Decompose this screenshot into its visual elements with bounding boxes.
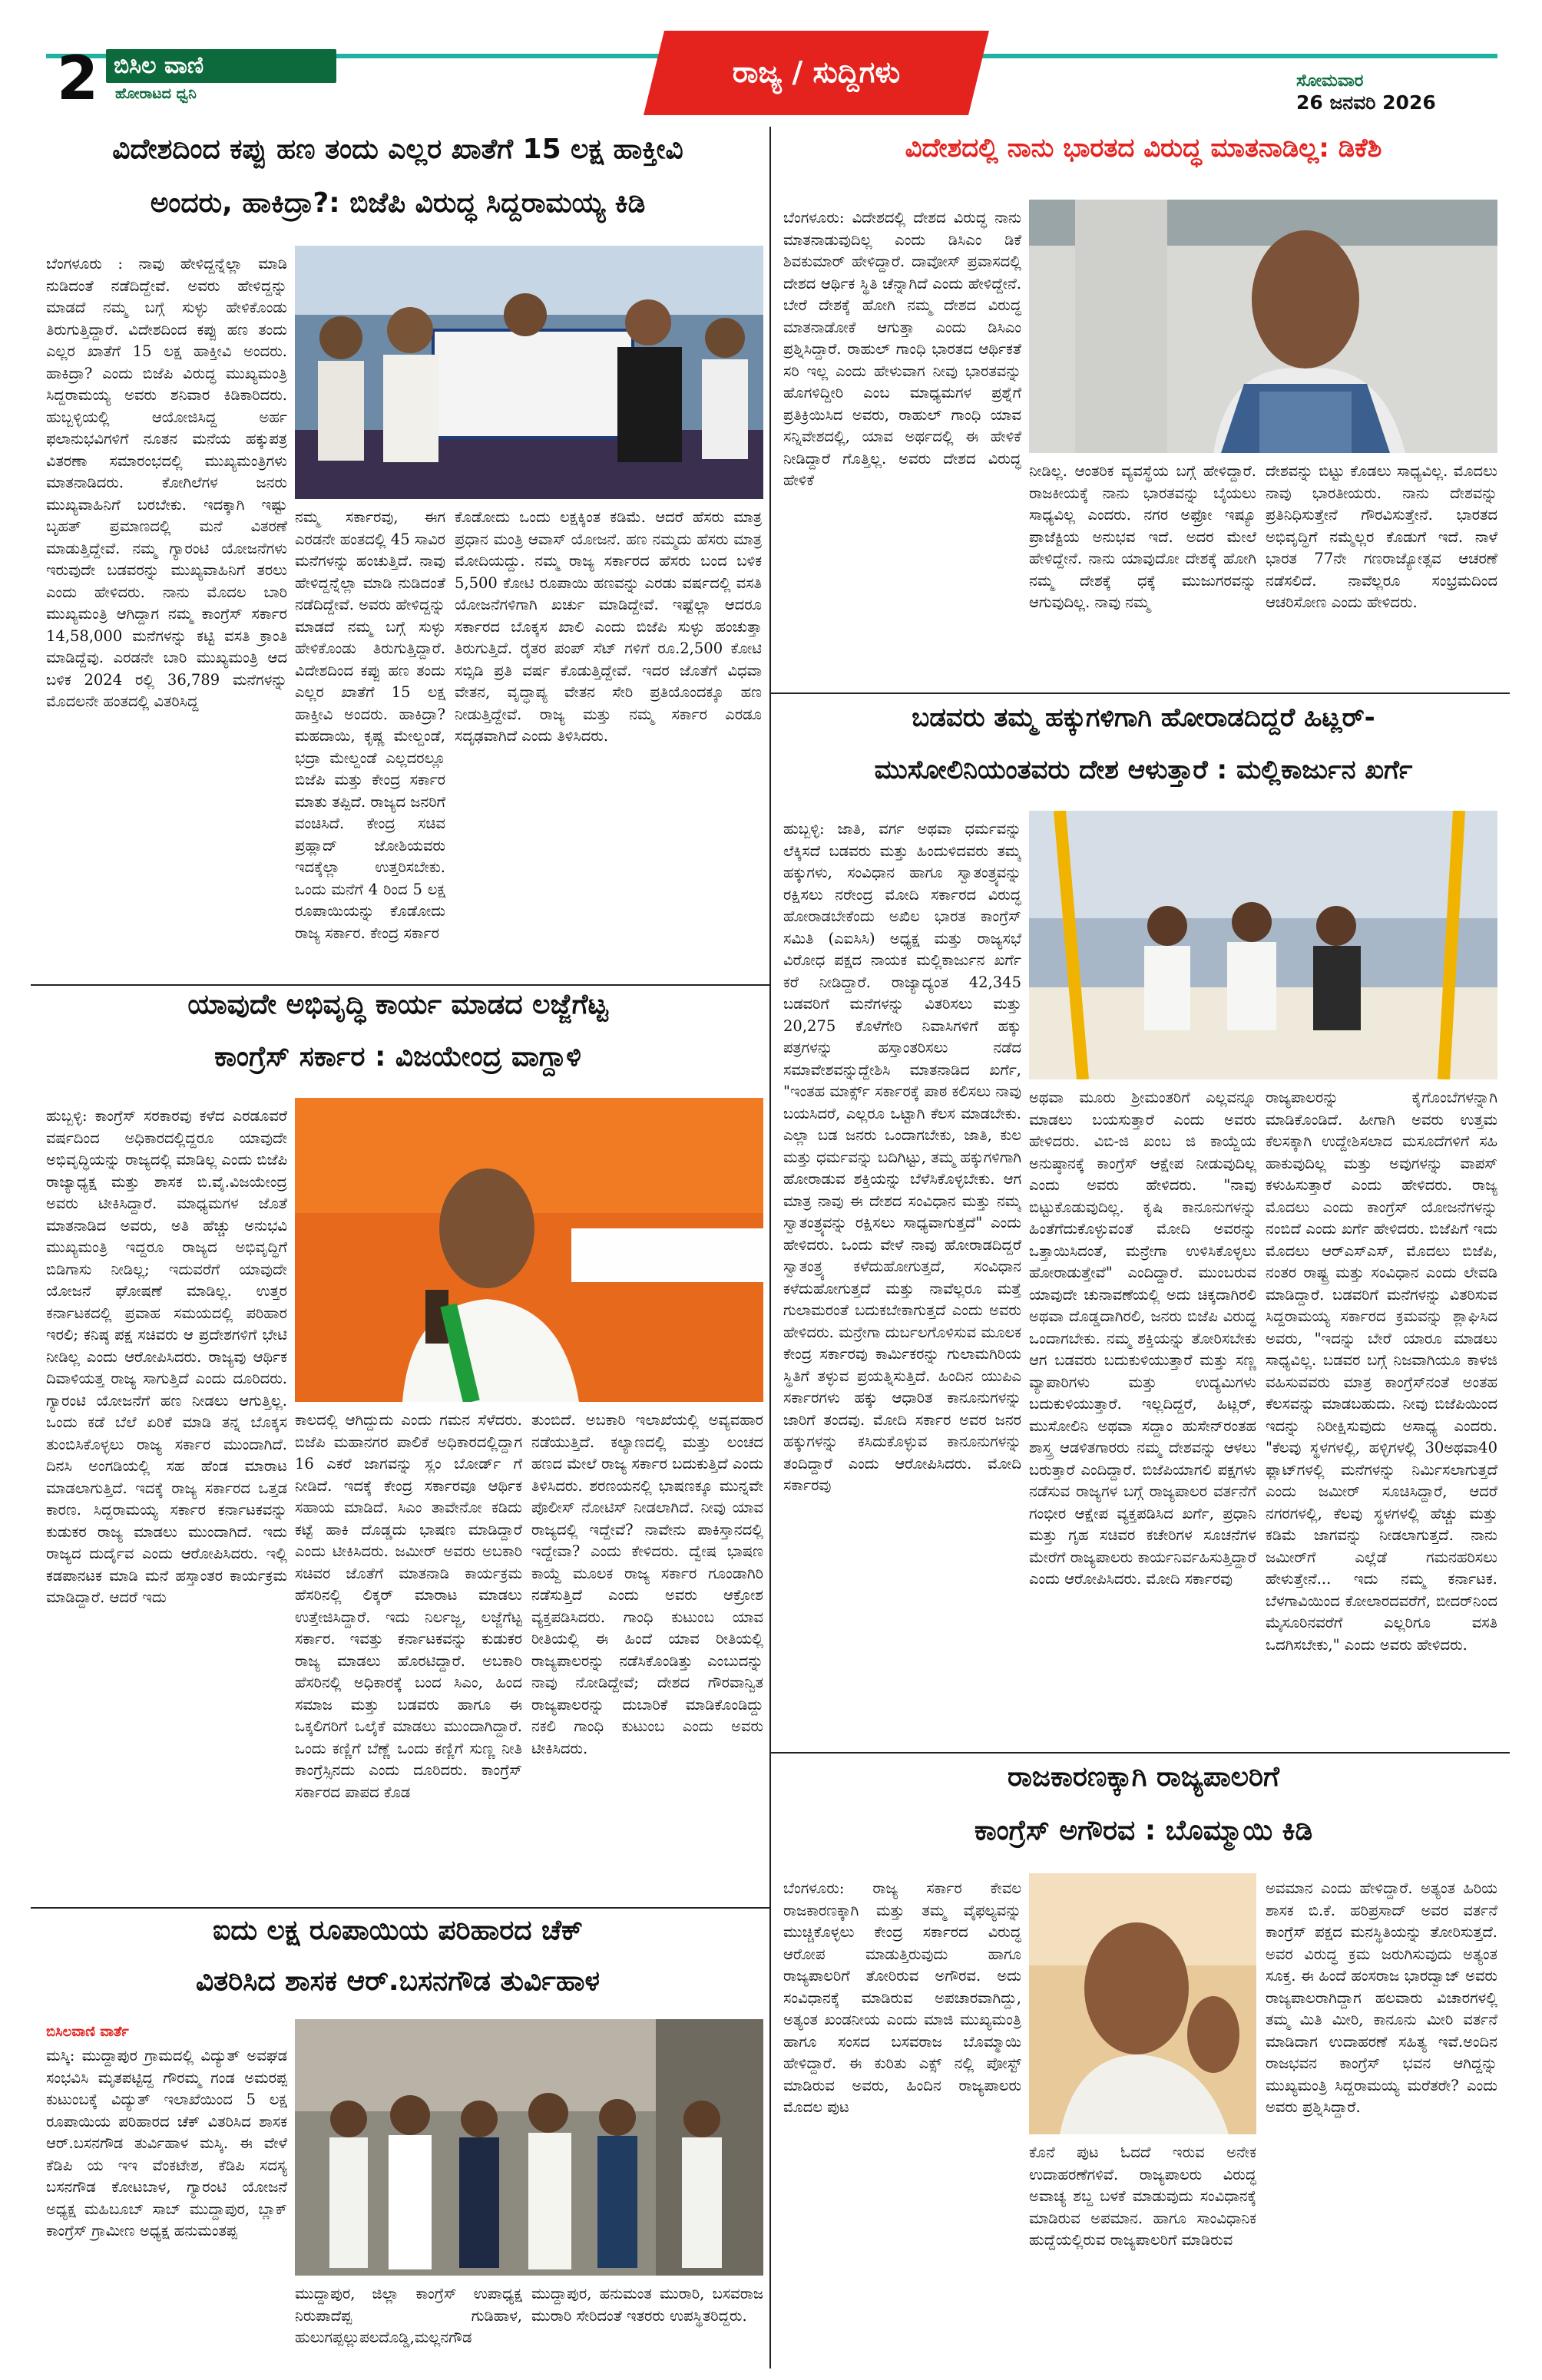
article-turvihal-col1: ಮಸ್ಕಿ: ಮುದ್ದಾಪುರ ಗ್ರಾಮದಲ್ಲಿ ವಿದ್ಯುತ್ ಅವಘಡ ಸಂಭವಿಸಿ ಮೃತಪಟ್ಟಿದ್ದ ಗೌರಮ್ಮ ಗಂಡ ಅಮರಪ್ಪ ಕುಟುಂಬಕ್ಕೆ ವಿದ್ಯುತ್ ಇಲಾಖೆಯಿಂದ 5 ಲಕ್ಷ ರೂಪಾಯಿಯ ಪರಿಹಾರದ ಚೆಕ್ ವಿತರಿಸಿದ ಶಾಸಕ ಆರ್.ಬಸನಗೌಡ ತುರ್ವಿಹಾಳ ಮಸ್ಕಿ. ಈ ವೇಳೆ ಕೆಡಿಪಿ ಯ ಇಇ ವೆಂಕಟೇಶ, ಕೆಡಿಪಿ ಸದಸ್ಯ ಬಸನಗೌಡ ಕೋಟಬಾಳ, ಗ್ಯಾರಂಟಿ ಯೋಜನೆ ಅಧ್ಯಕ್ಷ ಮಹಿಬೂಬ್ ಸಾಬ್ ಮುದ್ದಾಪುರ, ಬ್ಲಾಕ್ ಕಾಂಗ್ರೆಸ್ ಗ್ರಾಮೀಣ ಅಧ್ಯಕ್ಷ ಹನುಮಂತಪ್ಪ (46, 2047, 287, 2240)
article-bommai-col2: ಕೊನೆ ಪುಟ ಓದದೆ ಇರುವ ಅನೇಕ ಉದಾಹರಣೆಗಳಿವೆ. ರಾಜ್ಯಪಾಲರು ವಿರುದ್ಧ ಅವಾಚ್ಯ ಶಬ್ದ ಬಳಕೆ ಮಾಡುವುದು ಸಂವಿಧಾನಕ್ಕೆ ಮಾಡಿರುವ ಅಪಮಾನ. ಹಾಗೂ ಸಾಂವಿಧಾನಿಕ ಹುದ್ದೆಯಲ್ಲಿರುವ ರಾಜ್ಯಪಾಲರಿಗೆ ಮಾಡಿರುವ (1029, 2144, 1256, 2249)
article-bommai-col3: ಅವಮಾನ ಎಂದು ಹೇಳಿದ್ದಾರೆ. ಅತ್ಯಂತ ಹಿರಿಯ ಶಾಸಕ ಬಿ.ಕೆ. ಹರಿಪ್ರಸಾದ್ ಅವರ ವರ್ತನೆ ಕಾಂಗ್ರೆಸ್ ಪಕ್ಷದ ಮನಸ್ಥಿತಿಯನ್ನು ತೋರಿಸುತ್ತದೆ. ಅವರ ವಿರುದ್ಧ ಕ್ರಮ ಜರುಗಿಸುವುದು ಅತ್ಯಂತ ಸೂಕ್ತ. ಈ ಹಿಂದೆ ಹಂಸರಾಜ ಭಾರದ್ವಾಜ್ ಅವರು ರಾಜ್ಯಪಾಲರಾಗಿದ್ದಾಗ ಹಲವಾರು ವಿಚಾರಗಳಲ್ಲಿ ತಮ್ಮ ಮಿತಿ ಮೀರಿ, ಕಾನೂನು ಮೀರಿ ವರ್ತನೆ ಮಾಡಿದಾಗ ಉದಾಹರಣೆ ಸಹಿತ್ಯ ಇವೆ.ಅಂದಿನ ರಾಜಭವನ ಕಾಂಗ್ರೆಸ್ ಭವನ ಆಗಿದ್ದನ್ನು ಮುಖ್ಯಮಂತ್ರಿ ಸಿದ್ದರಾಮಯ್ಯ ಮರೆತರೇ? ಎಂದು ಅವರು ಪ್ರಶ್ನಿಸಿದ್ದಾರೆ. (1266, 1879, 1497, 2116)
issue-day: ಸೋಮವಾರ (1296, 71, 1364, 91)
article-kharge-col3: ರಾಜ್ಯಪಾಲರನ್ನು ಕೈಗೊಂಬೆಗಳನ್ನಾಗಿ ಮಾಡಿಕೊಂಡಿದೆ. ಹೀಗಾಗಿ ಅವರು ಉತ್ತಮ ಕೆಲಸಕ್ಕಾಗಿ ಉದ್ದೇಶಿಸಲಾದ ಮಸೂದೆಗಳಿಗೆ ಸಹಿ ಹಾಕುವುದಿಲ್ಲ ಮತ್ತು ಅವುಗಳನ್ನು ವಾಪಸ್ ಕಳುಹಿಸುತ್ತಾರೆ ಎಂದು ಹೇಳಿದರು. ರಾಜ್ಯ ಮೊದಲು ಎಂದು ಕಾಂಗ್ರೆಸ್ ಯೋಜನೆಗಳನ್ನು ನಂಬಿದೆ ಎಂದು ಖರ್ಗೆ ಹೇಳಿದರು. ಬಿಜೆಪಿಗೆ ಇದು ಮೊದಲು ಆರ್‌ಎಸ್‌ಎಸ್, ಮೊದಲು ಬಿಜೆಪಿ, ನಂತರ ರಾಷ್ಟ್ರ ಮತ್ತು ಸಂವಿಧಾನ ಎಂದು ಲೇವಡಿ ಮಾಡಿದ್ದಾರೆ. ಬಡವರಿಗೆ ಮನೆಗಳನ್ನು ವಿತರಿಸುವ ಸಿದ್ದರಾಮಯ್ಯ ಸರ್ಕಾರದ ಕ್ರಮವನ್ನು ಶ್ಲಾಘಿಸಿದ ಅವರು, "ಇದನ್ನು ಬೇರೆ ಯಾರೂ ಮಾಡಲು ಸಾಧ್ಯವಿಲ್ಲ. ಬಡವರ ಬಗ್ಗೆ ನಿಜವಾಗಿಯೂ ಕಾಳಜಿ ವಹಿಸುವವರು ಮಾತ್ರ ಕಾಂಗ್ರೆಸ್‌ನಂತೆ ಅಂತಹ ಕೆಲಸವನ್ನು ಮಾಡಬಹುದು. ನೀವು ಬಿಜೆಪಿಯಿಂದ ಇದನ್ನು ನಿರೀಕ್ಷಿಸುವುದು ಅಸಾಧ್ಯ ಎಂದರು. "ಕೆಲವು ಸ್ಥಳಗಳಲ್ಲಿ, ಹಳ್ಳಿಗಳಲ್ಲಿ 30ಅಥವಾ40 ಫ್ಲಾಟ್‌ಗಳಲ್ಲಿ ಮನೆಗಳನ್ನು ನಿರ್ಮಿಸಲಾಗುತ್ತದೆ ಎಂದು ಜಮೀರ್ ಸೂಚಿಸಿದ್ದಾರೆ, ಆದರೆ ನಗರಗಳಲ್ಲಿ, ಕೆಲವು ಸ್ಥಳಗಳಲ್ಲಿ ಹೆಚ್ಚು ಮತ್ತು ಕಡಿಮೆ ಜಾಗವನ್ನು ನೀಡಲಾಗುತ್ತದೆ. ನಾನು ಜಮೀರ್‌ಗೆ ಎಲ್ಲೆಡೆ ಗಮನಹರಿಸಲು ಹೇಳುತ್ತೇನೆ... ಇದು ನಮ್ಮ ಕರ್ನಾಟಕ. ಬೆಳಗಾವಿಯಿಂದ ಕೋಲಾರದವರೆಗೆ, ಬೀದರ್‌ನಿಂದ ಮೈಸೂರಿನವರೆಗೆ ಎಲ್ಲರಿಗೂ ವಸತಿ ಒದಗಿಸಬೇಕು," ಎಂದು ಅವರು ಹೇಳಿದರು. (1266, 1089, 1497, 1654)
article-kharge-col1: ಹುಬ್ಬಳ್ಳಿ: ಜಾತಿ, ವರ್ಗ ಅಥವಾ ಧರ್ಮವನ್ನು ಲೆಕ್ಕಿಸದೆ ಬಡವರು ಮತ್ತು ಹಿಂದುಳಿದವರು ತಮ್ಮ ಹಕ್ಕುಗಳು, ಸಂವಿಧಾನ ಹಾಗೂ ಸ್ವಾತಂತ್ರ್ಯವನ್ನು ರಕ್ಷಿಸಲು ನರೇಂದ್ರ ಮೋದಿ ಸರ್ಕಾರದ ವಿರುದ್ಧ ಹೋರಾಡಬೇಕೆಂದು ಅಖಿಲ ಭಾರತ ಕಾಂಗ್ರೆಸ್ ಸಮಿತಿ (ಎಐಸಿಸಿ) ಅಧ್ಯಕ್ಷ ಮತ್ತು ರಾಜ್ಯಸಭೆ ವಿರೋಧ ಪಕ್ಷದ ನಾಯಕ ಮಲ್ಲಿಕಾರ್ಜುನ ಖರ್ಗೆ ಕರೆ ನೀಡಿದ್ದಾರೆ. ರಾಜ್ಯಾದ್ಯಂತ 42,345 ಬಡವರಿಗೆ ಮನೆಗಳನ್ನು ವಿತರಿಸಲು ಮತ್ತು 20,275 ಕೊಳೆಗೇರಿ ನಿವಾಸಿಗಳಿಗೆ ಹಕ್ಕು ಪತ್ರಗಳನ್ನು ಹಸ್ತಾಂತರಿಸಲು ನಡೆದ ಸಮಾವೇಶವನ್ನುದ್ದೇಶಿಸಿ ಮಾತನಾಡಿದ ಖರ್ಗೆ, "ಇಂತಹ ಮಾರ್ಕ್ಸ್ ಸರ್ಕಾರಕ್ಕೆ ಪಾಠ ಕಲಿಸಲು ನಾವು ಬಯಸಿದರೆ, ಎಲ್ಲರೂ ಒಟ್ಟಾಗಿ ಕೆಲಸ ಮಾಡಬೇಕು. ಎಲ್ಲಾ ಬಡ ಜನರು ಒಂದಾಗಬೇಕು, ಜಾತಿ, ಕುಲ ಮತ್ತು ಧರ್ಮವನ್ನು ಬದಿಗಿಟ್ಟು, ತಮ್ಮ ಹಕ್ಕುಗಳಿಗಾಗಿ ಹೋರಾಡುವ ಶಕ್ತಿಯನ್ನು ಬೆಳೆಸಿಕೊಳ್ಳಬೇಕು. ಆಗ ಮಾತ್ರ ನಾವು ಈ ದೇಶದ ಸಂವಿಧಾನ ಮತ್ತು ನಮ್ಮ ಸ್ವಾತಂತ್ರ್ಯವನ್ನು ರಕ್ಷಿಸಲು ಸಾಧ್ಯವಾಗುತ್ತದೆ" ಎಂದು ಹೇಳಿದರು. ಒಂದು ವೇಳೆ ನಾವು ಹೋರಾಡದಿದ್ದರೆ ಸ್ವಾತಂತ್ರ್ಯ ಕಳೆದುಹೋಗುತ್ತದೆ, ಸಂವಿಧಾನ ಕಳೆದುಹೋಗುತ್ತದೆ ಮತ್ತು ನಾವೆಲ್ಲರೂ ಮತ್ತೆ ಗುಲಾಮರಂತೆ ಬದುಕಬೇಕಾಗುತ್ತದೆ ಎಂದು ಅವರು ಹೇಳಿದರು. ಮನ್ರೇಗಾ ದುರ್ಬಲಗೊಳಿಸುವ ಮೂಲಕ ಕೇಂದ್ರ ಸರ್ಕಾರವು ಕಾರ್ಮಿಕರನ್ನು ಗುಲಾಮಗಿರಿಯ ಸ್ಥಿತಿಗೆ ತಳ್ಳುವ ಪ್ರಯತ್ನಿಸುತ್ತಿದೆ. ಹಿಂದಿನ ಯುಪಿಎ ಸರ್ಕಾರಗಳು ಹಕ್ಕು ಆಧಾರಿತ ಕಾನೂನುಗಳನ್ನು ಜಾರಿಗೆ ತಂದವು. ಮೋದಿ ಸರ್ಕಾರ ಅವರ ಜನರ ಹಕ್ಕುಗಳನ್ನು ಕಸಿದುಕೊಳ್ಳುವ ಕಾನೂನುಗಳನ್ನು ತಂದಿದ್ದಾರೆ ಎಂದು ಆರೋಪಿಸಿದರು. ಮೋದಿ ಸರ್ಕಾರವು (783, 820, 1021, 1494)
section-divider (771, 693, 1510, 694)
brand-logo: ಬಿಸಿಲ ವಾಣಿ (106, 49, 336, 83)
photo-siddaramaiah (295, 246, 763, 499)
article-dkshivakumar-col1: ಬೆಂಗಳೂರು: ವಿದೇಶದಲ್ಲಿ ದೇಶದ ವಿರುದ್ಧ ನಾನು ಮಾತನಾಡುವುದಿಲ್ಲ ಎಂದು ಡಿಸಿಎಂ ಡಿಕೆ ಶಿವಕುಮಾರ್ ಹೇಳಿದ್ದಾರೆ. ದಾವೋಸ್ ಪ್ರವಾಸದಲ್ಲಿ ದೇಶದ ಆರ್ಥಿಕ ಸ್ಥಿತಿ ಚೆನ್ನಾಗಿದೆ ಎಂದು ಹೇಳಿದ್ದೇನೆ. ಬೇರೆ ದೇಶಕ್ಕೆ ಹೋಗಿ ನಮ್ಮ ದೇಶದ ವಿರುದ್ಧ ಮಾತನಾಡೋಕೆ ಆಗುತ್ತಾ ಎಂದು ಡಿಸಿಎಂ ಪ್ರಶ್ನಿಸಿದ್ದಾರೆ. ರಾಹುಲ್ ಗಾಂಧಿ ಭಾರತದ ಆರ್ಥಿಕತೆ ಸರಿ ಇಲ್ಲ ಎಂದು ಹೇಳುವಾಗ ನೀವು ಭಾರತವನ್ನು ಹೊಗಳಿದ್ದೀರಿ ಎಂಬ ಮಾಧ್ಯಮಗಳ ಪ್ರಶ್ನೆಗೆ ಪ್ರತಿಕ್ರಿಯಿಸಿದ ಅವರು, ರಾಹುಲ್ ಗಾಂಧಿ ಯಾವ ಸನ್ನಿವೇಶದಲ್ಲಿ, ಯಾವ ಅರ್ಥದಲ್ಲಿ ಈ ಹೇಳಿಕೆ ನೀಡಿದ್ದಾರೆ ಗೊತ್ತಿಲ್ಲ. ಅವರು ದೇಶದ ವಿರುದ್ಧ ಹೇಳಿಕೆ (783, 209, 1021, 489)
headline-vijayendra-line1: ಯಾವುದೇ ಅಭಿವೃದ್ಧಿ ಕಾರ್ಯ ಮಾಡದ ಲಜ್ಜೆಗೆಟ್ಟ (187, 990, 608, 1020)
headline-vijayendra-line2: ಕಾಂಗ್ರೆಸ್ ಸರ್ಕಾರ : ವಿಜಯೇಂದ್ರ ವಾಗ್ದಾಳಿ (214, 1043, 581, 1073)
headline-turvihal-line1: ಐದು ಲಕ್ಷ ರೂಪಾಯಿಯ ಪರಿಹಾರದ ಚೆಕ್ (213, 1916, 583, 1946)
photo-vijayendra (295, 1098, 763, 1402)
brand-tagline: ಹೋರಾಟದ ಧ್ವನಿ (115, 85, 197, 102)
article-dkshivakumar-col3: ದೇಶವನ್ನು ಬಿಟ್ಟು ಕೊಡಲು ಸಾಧ್ಯವಿಲ್ಲ. ಮೊದಲು ನಾವು ಭಾರತೀಯರು. ನಾನು ದೇಶವನ್ನು ಪ್ರತಿನಿಧಿಸುತ್ತೇನೆ ಗೌರವಿಸುತ್ತೇನೆ. ಭಾರತದ ಅಭಿವೃದ್ಧಿಗೆ ನಮ್ಮೆಲ್ಲರ ಕೊಡುಗೆ ಇದೆ. ನಾಳೆ ಭಾರತ 77ನೇ ಗಣರಾಜ್ಯೋತ್ಸವ ಆಚರಣೆ ನಡೆಸಲಿದೆ. ನಾವೆಲ್ಲರೂ ಸಂಭ್ರಮದಿಂದ ಆಚರಿಸೋಣ ಎಂದು ಹೇಳಿದರು. (1266, 462, 1497, 611)
headline-kharge-line2: ಮುಸೋಲಿನಿಯಂತವರು ದೇಶ ಆಳುತ್ತಾರೆ : ಮಲ್ಲಿಕಾರ್ಜುನ ಖರ್ಗೆ (874, 757, 1413, 785)
headline-siddaramaiah-line2: ಅಂದರು, ಹಾಕಿದ್ರಾ?: ಬಿಜೆಪಿ ವಿರುದ್ಧ ಸಿದ್ದರಾಮಯ್ಯ ಕಿಡಿ (150, 189, 646, 219)
photo-kharge (1029, 811, 1497, 1079)
section-title: ರಾಜ್ಯ / ಸುದ್ದಿಗಳು (732, 55, 901, 89)
article-dkshivakumar-col2: ನೀಡಿಲ್ಲ. ಆಂತರಿಕ ವ್ಯವಸ್ಥೆಯ ಬಗ್ಗೆ ಹೇಳಿದ್ದಾರೆ. ರಾಜಕೀಯಕ್ಕೆ ನಾನು ಭಾರತವನ್ನು ಬೈಯಲು ಸಾಧ್ಯವಿಲ್ಲ ಎಂದರು. ನಗರ ಅಫ್ರೋ ಇಷ್ಯೂ ಪ್ರಾಜೆಕ್ಟಿಯ ಅನುಭವ ಇದೆ. ಅದರ ಮೇಲೆ ಹೇಳಿದ್ದೇನೆ. ನಾನು ಯಾವುದೋ ದೇಶಕ್ಕೆ ಹೋಗಿ ನಮ್ಮ ದೇಶಕ್ಕೆ ಧಕ್ಕೆ ಮುಜುಗರವನ್ನು ಆಗುವುದಿಲ್ಲ. ನಾವು ನಮ್ಮ (1029, 462, 1256, 611)
article-vijayendra-col2: ಕಾಲದಲ್ಲಿ ಆಗಿದ್ದುದು ಎಂದು ಗಮನ ಸೆಳೆದರು. ಬಿಜೆಪಿ ಮಹಾನಗರ ಪಾಲಿಕೆ ಅಧಿಕಾರದಲ್ಲಿದ್ದಾಗ 16 ಎಕರೆ ಜಾಗವನ್ನು ಸ್ಲಂ ಬೋರ್ಡ್ ಗೆ ನೀಡಿದೆ. ಇದಕ್ಕೆ ಕೇಂದ್ರ ಸರ್ಕಾರವೂ ಆರ್ಥಿಕ ಸಹಾಯ ಮಾಡಿದೆ. ಸಿಎಂ ತಾವೇನೋ ಕಡಿದು ಕಟ್ಟೆ ಹಾಕಿ ದೊಡ್ಡದು ಭಾಷಣ ಮಾಡಿದ್ದಾರೆ ಎಂದು ಟೀಕಿಸಿದರು. ಜಮೀರ್ ಅವರು ಅಬಕಾರಿ ಸಚಿವರ ಜೊತೆಗೆ ಮಾತನಾಡಿ ಕಾರ್ಯಕ್ರಮ ಹೆಸರಿನಲ್ಲಿ ಲಿಕ್ಕರ್ ಮಾರಾಟ ಮಾಡಲು ಉತ್ತೇಜಿಸಿದ್ದಾರೆ. ಇದು ನಿರ್ಲಜ್ಜ, ಲಜ್ಜೆಗೆಟ್ಟ ಸರ್ಕಾರ. ಇವತ್ತು ಕರ್ನಾಟಕವನ್ನು ಕುಡುಕರ ರಾಜ್ಯ ಮಾಡಲು ಹೊರಟಿದ್ದಾರೆ. ಅಬಕಾರಿ ಹೆಸರಿನಲ್ಲಿ ಅಧಿಕಾರಕ್ಕೆ ಬಂದ ಸಿಎಂ, ಹಿಂದ ಸಮಾಜ ಮತ್ತು ಬಡವರು ಹಾಗೂ ಈ ಒಕ್ಕಲಿಗರಿಗೆ ಒಲೈಕೆ ಮಾಡಲು ಮುಂದಾಗಿದ್ದಾರೆ. ಒಂದು ಕಣ್ಣಿಗೆ ಬೆಣ್ಣೆ ಒಂದು ಕಣ್ಣಿಗೆ ಸುಣ್ಣ ನೀತಿ ಕಾಂಗ್ರೆಸ್ಸಿನದು ಎಂದು ದೂರಿದರು. ಕಾಂಗ್ರೆಸ್ ಸರ್ಕಾರದ ಪಾಪದ ಕೊಡ (295, 1411, 522, 1801)
issue-date: 26 ಜನವರಿ 2026 (1296, 91, 1436, 114)
headline-siddaramaiah-line1: ವಿದೇಶದಿಂದ ಕಪ್ಪು ಹಣ ತಂದು ಎಲ್ಲರ ಖಾತೆಗೆ 15 ಲಕ್ಷ ಹಾಕ್ತೀವಿ (112, 135, 683, 165)
photo-bommai (1029, 1873, 1256, 2134)
section-divider (31, 984, 769, 986)
article-turvihal-col3: ಮುದ್ದಾಪುರ, ಹನುಮಂತ ಮುರಾರಿ, ಬಸವರಾಜ ಮುರಾರಿ ಸೇರಿದಂತೆ ಇತರರು ಉಪಸ್ಥಿತರಿದ್ದರು. (531, 2285, 763, 2325)
article-siddaramaiah-col2: ನಮ್ಮ ಸರ್ಕಾರವು, ಈಗ ಎರಡನೇ ಹಂತದಲ್ಲಿ 45 ಸಾವಿರ ಮನೆಗಳನ್ನು ಹಂಚುತ್ತಿದೆ. ನಾವು ಹೇಳಿದ್ದನ್ನೆಲ್ಲಾ ಮಾಡಿ ನುಡಿದಂತೆ ನಡೆದಿದ್ದೇವೆ. ಅವರು ಹೇಳಿದ್ದನ್ನು ಮಾಡದೆ ನಮ್ಮ ಬಗ್ಗೆ ಸುಳ್ಳು ಹೇಳಿಕೊಂಡು ತಿರುಗುತ್ತಿದ್ದಾರೆ. ವಿದೇಶದಿಂದ ಕಪ್ಪು ಹಣ ತಂದು ಎಲ್ಲರ ಖಾತೆಗೆ 15 ಲಕ್ಷ ಹಾಕ್ತೀವಿ ಅಂದರು. ಹಾಕಿದ್ರಾ? ಮಹದಾಯಿ, ಕೃಷ್ಣ ಮೇಲ್ದಂಡೆ, ಭದ್ರಾ ಮೇಲ್ದಂಡೆ ಎಲ್ಲದರಲ್ಲೂ ಬಿಜೆಪಿ ಮತ್ತು ಕೇಂದ್ರ ಸರ್ಕಾರ ಮಾತು ತಪ್ಪಿದೆ. ರಾಜ್ಯದ ಜನರಿಗೆ ವಂಚಿಸಿದೆ. ಕೇಂದ್ರ ಸಚಿವ ಪ್ರಹ್ಲಾದ್ ಜೋಶಿಯವರು ಇದಕ್ಕೆಲ್ಲಾ ಉತ್ತರಿಸಬೇಕು. ಒಂದು ಮನೆಗೆ 4 ರಿಂದ 5 ಲಕ್ಷ ರೂಪಾಯಿಯನ್ನು ಕೊಡೋದು ರಾಜ್ಯ ಸರ್ಕಾರ. ಕೇಂದ್ರ ಸರ್ಕಾರ (295, 508, 445, 942)
article-turvihal-col2: ಮುದ್ದಾಪುರ, ಜಿಲ್ಲಾ ಕಾಂಗ್ರೆಸ್ ಉಪಾಧ್ಯಕ್ಷ ನಿರುಪಾದೆಪ್ಪ ಗುಡಿಹಾಳ, ಹುಲುಗಪ್ಪಲ್ಲುಪಲದೊಡ್ಡಿ,ಮಲ್ಲನಗೌಡ (295, 2285, 522, 2346)
headline-dkshivakumar: ವಿದೇಶದಲ್ಲಿ ನಾನು ಭಾರತದ ವಿರುದ್ಧ ಮಾತನಾಡಿಲ್ಲ: ಡಿಕೆಶಿ (905, 135, 1382, 164)
column-divider (769, 127, 771, 2368)
article-kharge-col2: ಅಥವಾ ಮೂರು ಶ್ರೀಮಂತರಿಗೆ ಎಲ್ಲವನ್ನೂ ಮಾಡಲು ಬಯಸುತ್ತಾರೆ ಎಂದು ಅವರು ಹೇಳಿದರು. ವಿಬಿ-ಜಿ ಖಂಬ ಜಿ ಕಾಯ್ದೆಯ ಅನುಷ್ಠಾನಕ್ಕೆ ಕಾಂಗ್ರೆಸ್ ಆಕ್ಷೇಪ ನೀಡುವುದಿಲ್ಲ ಎಂದು ಅವರು ಹೇಳಿದರು. "ನಾವು ಬಿಟ್ಟುಕೊಡುವುದಿಲ್ಲ. ಕೃಷಿ ಕಾನೂನುಗಳನ್ನು ಹಿಂತೆಗೆದುಕೊಳ್ಳುವಂತೆ ಮೋದಿ ಅವರನ್ನು ಒತ್ತಾಯಿಸಿದಂತೆ, ಮನ್ರೇಗಾ ಉಳಿಸಿಕೊಳ್ಳಲು ಹೋರಾಡುತ್ತೇವೆ" ಎಂದಿದ್ದಾರೆ. ಮುಂಬರುವ ಯಾವುದೇ ಚುನಾವಣೆಯಲ್ಲಿ ಅದು ಚಿಕ್ಕದಾಗಿರಲಿ ಅಥವಾ ದೊಡ್ಡದಾಗಿರಲಿ, ಜನರು ಬಿಜೆಪಿ ವಿರುದ್ಧ ಒಂದಾಗಬೇಕು. ನಮ್ಮ ಶಕ್ತಿಯನ್ನು ತೋರಿಸಬೇಕು ಆಗ ಬಡವರು ಬದುಕುಳಿಯುತ್ತಾರೆ ಮತ್ತು ಸಣ್ಣ ವ್ಯಾಪಾರಿಗಳು ಮತ್ತು ಉದ್ಯಮಿಗಳು ಬದುಕುಳಿಯುತ್ತಾರೆ. ಇಲ್ಲದಿದ್ದರೆ, ಹಿಟ್ಲರ್, ಮುಸೋಲಿನಿ ಅಥವಾ ಸದ್ದಾಂ ಹುಸೇನ್‌ರಂತಹ ಶಾಸ್ತ್ರ ಆಡಳಿತಗಾರರು ನಮ್ಮ ದೇಶವನ್ನು ಆಳಲು ಬರುತ್ತಾರೆ ಎಂದಿದ್ದಾರೆ. ಬಿಜೆಪಿಯಾಗಲಿ ಪಕ್ಷಗಳು ನಡೆಸುವ ರಾಜ್ಯಗಳ ಬಗ್ಗೆ ರಾಜ್ಯಪಾಲರ ವರ್ತನೆಗೆ ಗಂಭೀರ ಆಕ್ಷೇಪ ವ್ಯಕ್ತಪಡಿಸಿದ ಖರ್ಗೆ, ಪ್ರಧಾನಿ ಮತ್ತು ಗೃಹ ಸಚಿವರ ಕಚೇರಿಗಳ ಸೂಚನೆಗಳ ಮೇರೆಗೆ ರಾಜ್ಯಪಾಲರು ಕಾರ್ಯನಿರ್ವಹಿಸುತ್ತಿದ್ದಾರೆ ಎಂದು ಆರೋಪಿಸಿದರು. ಮೋದಿ ಸರ್ಕಾರವು (1029, 1089, 1256, 1588)
page-number: 2 (56, 45, 99, 114)
article-siddaramaiah-col1: ಬೆಂಗಳೂರು : ನಾವು ಹೇಳಿದ್ದನ್ನೆಲ್ಲಾ ಮಾಡಿ ನುಡಿದಂತೆ ನಡೆದಿದ್ದೇವೆ. ಅವರು ಹೇಳಿದ್ದನ್ನು ಮಾಡದೆ ನಮ್ಮ ಬಗ್ಗೆ ಸುಳ್ಳು ಹೇಳಿಕೊಂಡು ತಿರುಗುತ್ತಿದ್ದಾರೆ. ವಿದೇಶದಿಂದ ಕಪ್ಪು ಹಣ ತಂದು ಎಲ್ಲರ ಖಾತೆಗೆ 15 ಲಕ್ಷ ಹಾಕ್ತೀವಿ ಅಂದರು. ಹಾಕಿದ್ರಾ? ಎಂದು ಬಿಜೆಪಿ ವಿರುದ್ಧ ಮುಖ್ಯಮಂತ್ರಿ ಸಿದ್ದರಾಮಯ್ಯ ಅವರು ಶನಿವಾರ ಕಿಡಿಕಾರಿದರು. ಹುಬ್ಬಳ್ಳಿಯಲ್ಲಿ ಆಯೋಜಿಸಿದ್ದ ಅರ್ಹ ಫಲಾನುಭವಿಗಳಿಗೆ ನೂತನ ಮನೆಯ ಹಕ್ಕುಪತ್ರ ವಿತರಣಾ ಸಮಾರಂಭದಲ್ಲಿ ಮುಖ್ಯಮಂತ್ರಿಗಳು ಮಾತನಾಡಿದರು. ಕೋಗಿಲೆಗಳ ಜನರು ಮುಖ್ಯವಾಹಿನಿಗೆ ಬರಬೇಕು. ಇದಕ್ಕಾಗಿ ಇಷ್ಟು ಬೃಹತ್ ಪ್ರಮಾಣದಲ್ಲಿ ಮನೆ ವಿತರಣೆ ಮಾಡುತ್ತಿದ್ದೇವೆ. ನಮ್ಮ ಗ್ಯಾರಂಟಿ ಯೋಜನೆಗಳು ಇರುವುದೇ ಬಡವರನ್ನು ಮುಖ್ಯವಾಹಿನಿಗೆ ತರಲು ಎಂದು ಹೇಳಿದರು. ನಾನು ಮೊದಲ ಬಾರಿ ಮುಖ್ಯಮಂತ್ರಿ ಆಗಿದ್ದಾಗ ನಮ್ಮ ಕಾಂಗ್ರೆಸ್ ಸರ್ಕಾರ 14,58,000 ಮನೆಗಳನ್ನು ಕಟ್ಟಿ ವಸತಿ ಕ್ರಾಂತಿ ಮಾಡಿದ್ದೆವು. ಎರಡನೇ ಬಾರಿ ಮುಖ್ಯಮಂತ್ರಿ ಆದ ಬಳಿಕ 2024 ರಲ್ಲಿ 36,789 ಮನೆಗಳನ್ನು ಮೊದಲನೇ ಹಂತದಲ್ಲಿ ವಿತರಿಸಿದ್ದ (46, 255, 287, 710)
photo-dkshivakumar (1029, 200, 1497, 453)
headline-bommai-line2: ಕಾಂಗ್ರೆಸ್ ಅಗೌರವ : ಬೊಮ್ಮಾಯಿ ಕಿಡಿ (974, 1816, 1313, 1846)
byline: ಬಿಸಿಲವಾಣಿ ವಾರ್ತೆ (46, 2024, 129, 2040)
article-bommai-col1: ಬೆಂಗಳೂರು: ರಾಜ್ಯ ಸರ್ಕಾರ ಕೇವಲ ರಾಜಕಾರಣಕ್ಕಾಗಿ ಮತ್ತು ತಮ್ಮ ವೈಫಲ್ಯವನ್ನು ಮುಚ್ಚಿಕೊಳ್ಳಲು ಕೇಂದ್ರ ಸರ್ಕಾರದ ವಿರುದ್ಧ ಆರೋಪ ಮಾಡುತ್ತಿರುವುದು ಹಾಗೂ ರಾಜ್ಯಪಾಲರಿಗೆ ತೋರಿರುವ ಅಗೌರವ. ಅದು ಸಂವಿಧಾನಕ್ಕೆ ಮಾಡಿರುವ ಅಪಚಾರವಾಗಿದ್ದು, ಅತ್ಯಂತ ಖಂಡನೀಯ ಎಂದು ಮಾಜಿ ಮುಖ್ಯಮಂತ್ರಿ ಹಾಗೂ ಸಂಸದ ಬಸವರಾಜ ಬೊಮ್ಮಾಯಿ ಹೇಳಿದ್ದಾರೆ. ಈ ಕುರಿತು ಎಕ್ಸ್ ನಲ್ಲಿ ಪೋಸ್ಟ್ ಮಾಡಿರುವ ಅವರು, ಹಿಂದಿನ ರಾಜ್ಯಪಾಲರು ಮೊದಲ ಪುಟ (783, 1879, 1021, 2116)
headline-turvihal-line2: ವಿತರಿಸಿದ ಶಾಸಕ ಆರ್.ಬಸನಗೌಡ ತುರ್ವಿಹಾಳ (195, 1967, 601, 1997)
headline-bommai-line1: ರಾಜಕಾರಣಕ್ಕಾಗಿ ರಾಜ್ಯಪಾಲರಿಗೆ (1008, 1763, 1279, 1793)
section-divider (771, 1752, 1510, 1754)
article-siddaramaiah-col3: ಕೊಡೋದು ಒಂದು ಲಕ್ಷಕ್ಕಿಂತ ಕಡಿಮೆ. ಆದರೆ ಹೆಸರು ಮಾತ್ರ ಪ್ರಧಾನ ಮಂತ್ರಿ ಆವಾಸ್ ಯೋಜನೆ. ಹಣ ನಮ್ಮದು ಹೆಸರು ಮಾತ್ರ ಮೋದಿಯದ್ದು. ನಮ್ಮ ರಾಜ್ಯ ಸರ್ಕಾರದ ಹೆಸರು ಬಂದ ಬಳಿಕ 5,500 ಕೋಟಿ ರೂಪಾಯಿ ಹಣವನ್ನು ಎರಡು ವರ್ಷದಲ್ಲಿ ವಸತಿ ಯೋಜನೆಗಳಿಗಾಗಿ ಖರ್ಚು ಮಾಡಿದ್ದೇವೆ. ಇಷ್ಟೆಲ್ಲಾ ಆದರೂ ಸರ್ಕಾರದ ಬೊಕ್ಕಸ ಖಾಲಿ ಎಂದು ಬಿಜೆಪಿ ಸುಳ್ಳು ಹಂಚುತ್ತಾ ತಿರುಗುತ್ತಿದೆ. ರೈತರ ಪಂಪ್ ಸೆಟ್ ಗಳಿಗೆ ರೂ.2,500 ಕೋಟಿ ಸಬ್ಸಿಡಿ ಪ್ರತಿ ವರ್ಷ ಕೊಡುತ್ತಿದ್ದೇವೆ. ಇದರ ಜೊತೆಗೆ ವಿಧವಾ ವೇತನ, ವೃದ್ಧಾಪ್ಯ ವೇತನ ಸೇರಿ ಪ್ರತಿಯೊಂದಕ್ಕೂ ಹಣ ನೀಡುತ್ತಿದ್ದೇವೆ. ರಾಜ್ಯ ಮತ್ತು ನಮ್ಮ ಸರ್ಕಾರ ಎರಡೂ ಸದೃಢವಾಗಿದೆ ಎಂದು ತಿಳಿಸಿದರು. (455, 508, 762, 745)
article-vijayendra-col1: ಹುಬ್ಬಳ್ಳಿ: ಕಾಂಗ್ರೆಸ್ ಸರಕಾರವು ಕಳೆದ ಎರಡೂವರೆ ವರ್ಷದಿಂದ ಅಧಿಕಾರದಲ್ಲಿದ್ದರೂ ಯಾವುದೇ ಅಭಿವೃದ್ಧಿಯನ್ನು ರಾಜ್ಯದಲ್ಲಿ ಮಾಡಿಲ್ಲ ಎಂದು ಬಿಜೆಪಿ ರಾಜ್ಯಾಧ್ಯಕ್ಷ ಮತ್ತು ಶಾಸಕ ಬಿ.ವೈ.ವಿಜಯೇಂದ್ರ ಅವರು ಟೀಕಿಸಿದ್ದಾರೆ. ಮಾಧ್ಯಮಗಳ ಜೊತೆ ಮಾತನಾಡಿದ ಅವರು, ಅತಿ ಹೆಚ್ಚು ಅನುಭವಿ ಮುಖ್ಯಮಂತ್ರಿ ಇದ್ದರೂ ರಾಜ್ಯದ ಅಭಿವೃದ್ಧಿಗೆ ಬಿಡಿಗಾಸು ನೀಡಿಲ್ಲ; ಇದುವರೆಗೆ ಯಾವುದೇ ಯೋಜನೆ ಘೋಷಣೆ ಮಾಡಿಲ್ಲ. ಉತ್ತರ ಕರ್ನಾಟಕದಲ್ಲಿ ಪ್ರವಾಹ ಸಮಯದಲ್ಲಿ ಪರಿಹಾರ ಇರಲಿ; ಕನಿಷ್ಠ ಪಕ್ಷ ಸಚಿವರು ಆ ಪ್ರದೇಶಗಳಿಗೆ ಭೇಟಿ ನೀಡಿಲ್ಲ ಎಂದು ಆರೋಪಿಸಿದರು. ರಾಜ್ಯವು ಆರ್ಥಿಕ ದಿವಾಳಿಯತ್ತ ರಾಜ್ಯ ಸಾಗುತ್ತಿದೆ ಎಂದು ದೂರಿದರು. ಗ್ಯಾರಂಟಿ ಯೋಜನೆಗೆ ಹಣ ನೀಡಲು ಆಗುತ್ತಿಲ್ಲ. ಒಂದು ಕಡೆ ಬೆಲೆ ಏರಿಕೆ ಮಾಡಿ ತನ್ನ ಬೊಕ್ಕಸ ತುಂಬಿಸಿಕೊಳ್ಳಲು ರಾಜ್ಯ ಸರ್ಕಾರ ಮುಂದಾಗಿದೆ. ದಿನಸಿ ಅಂಗಡಿಯಲ್ಲಿ ಸಹ ಹೆಂಡ ಮಾರಾಟ ಮಾಡಲಾಗುತ್ತಿದೆ. ಇದಕ್ಕೆ ರಾಜ್ಯ ಸರ್ಕಾರದ ಒತ್ತಡ ಕಾರಣ. ಸಿದ್ದರಾಮಯ್ಯ ಸರ್ಕಾರ ಕರ್ನಾಟಕವನ್ನು ಕುಡುಕರ ರಾಜ್ಯ ಮಾಡಲು ಮುಂದಾಗಿದೆ. ಇದು ರಾಜ್ಯದ ದುರ್ದೈವ ಎಂದು ಆರೋಪಿಸಿದರು. ಇಲ್ಲಿ ಕಡಪಾನಟಕ ಮಾಡಿ ಮನೆ ಹಸ್ತಾಂತರ ಕಾರ್ಯಕ್ರಮ ಮಾಡಿದ್ದಾರೆ. ಆದರೆ ಇದು (46, 1107, 287, 1606)
headline-kharge-line1: ಬಡವರು ತಮ್ಮ ಹಕ್ಕುಗಳಿಗಾಗಿ ಹೋರಾಡದಿದ್ದರೆ ಹಿಟ್ಲರ್- (912, 705, 1375, 733)
photo-turvihal (295, 2019, 763, 2276)
article-vijayendra-col3: ತುಂಬಿದೆ. ಅಬಕಾರಿ ಇಲಾಖೆಯಲ್ಲಿ ಅವ್ಯವಹಾರ ನಡೆಯುತ್ತಿದೆ. ಕಲ್ಯಾಣದಲ್ಲಿ ಮತ್ತು ಲಂಚದ ಹಣದ ಮೇಲೆ ರಾಜ್ಯ ಸರ್ಕಾರ ಬದುಕುತ್ತಿದೆ ಎಂದು ತಿಳಿಸಿದರು. ಶರಣಯನಲ್ಲಿ ಭಾಷಣಕ್ಕೂ ಮುನ್ನವೇ ಪೊಲೀಸ್ ನೋಟಿಸ್ ನೀಡಲಾಗಿದೆ. ನೀವು ಯಾವ ರಾಜ್ಯದಲ್ಲಿ ಇದ್ದೇವೆ? ನಾವೇನು ಪಾಕಿಸ್ತಾನದಲ್ಲಿ ಇದ್ದೇವಾ? ಎಂದು ಕೇಳಿದರು. ದ್ವೇಷ ಭಾಷಣ ಕಾಯ್ದೆ ಮೂಲಕ ರಾಜ್ಯ ಸರ್ಕಾರ ಗೂಂಡಾಗಿರಿ ನಡೆಸುತ್ತಿದೆ ಎಂದು ಅವರು ಆಕ್ರೋಶ ವ್ಯಕ್ತಪಡಿಸಿದರು. ಗಾಂಧಿ ಕುಟುಂಬ ಯಾವ ರೀತಿಯಲ್ಲಿ ಈ ಹಿಂದೆ ಯಾವ ರೀತಿಯಲ್ಲಿ ರಾಜ್ಯಪಾಲರನ್ನು ನಡೆಸಿಕೊಂಡಿತ್ತು ಎಂಬುದನ್ನು ನಾವು ನೋಡಿದ್ದೇವೆ; ದೇಶದ ಗೌರವಾನ್ವಿತ ರಾಜ್ಯಪಾಲರನ್ನು ದುಬಾರಿಕೆ ಮಾಡಿಕೊಂಡಿದ್ದು ನಕಲಿ ಗಾಂಧಿ ಕುಟುಂಬ ಎಂದು ಅವರು ಟೀಕಿಸಿದರು. (531, 1411, 763, 1757)
section-divider (31, 1907, 769, 1909)
